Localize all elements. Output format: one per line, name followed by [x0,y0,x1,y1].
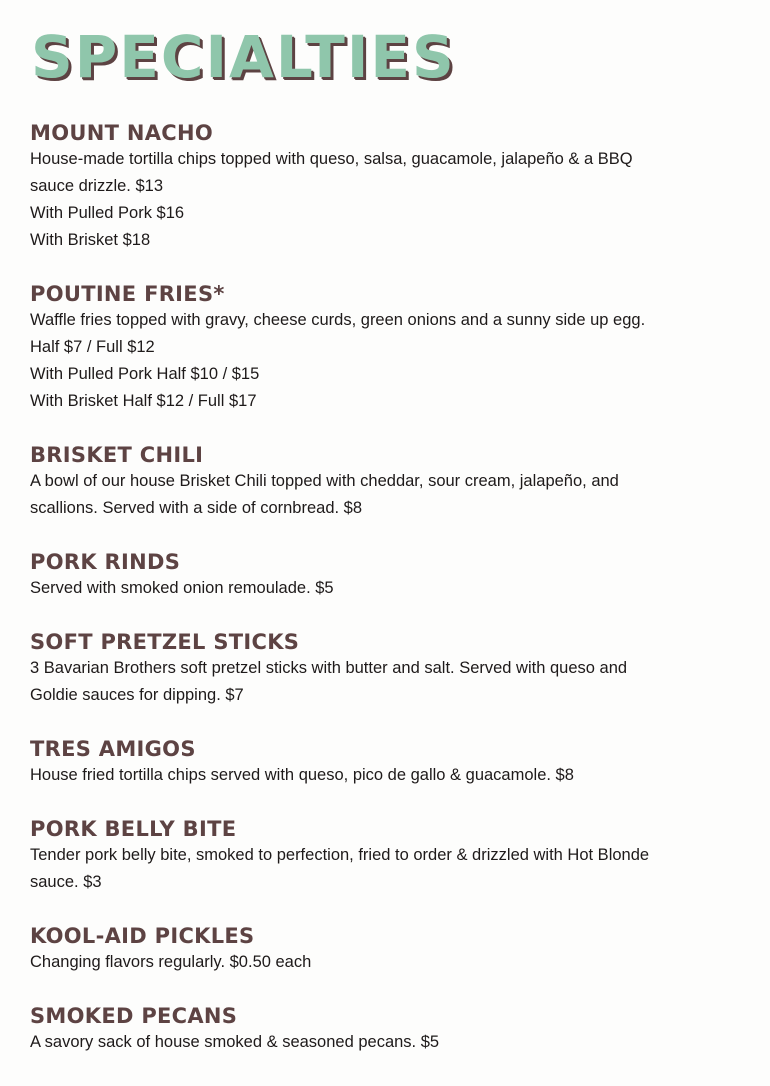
menu-item-soft-pretzel-sticks [30,629,750,709]
item-description-line: A savory sack of house smoked & seasoned pecans. $5 [30,1033,440,1051]
menu-item-pork-rinds [30,549,750,602]
item-description-line: House fried tortilla chips served with queso, pico de gallo & guacamole. $8 [30,766,574,784]
item-description-line: 3 Bavarian Brothers soft pretzel sticks with butter and salt. Served with queso and [30,659,628,677]
menu-title: SPECIALTIES [31,23,456,91]
item-name: SOFT PRETZEL STICKS [30,630,300,654]
item-description-line: A bowl of our house Brisket Chili topped with cheddar, sour cream, jalapeño, and [30,472,619,490]
item-name: MOUNT NACHO [30,121,213,145]
item-name: KOOL-AID PICKLES [30,924,255,948]
item-description-line: Waffle fries topped with gravy, cheese curds, green onions and a sunny side up egg. [30,311,646,329]
item-name: PORK RINDS [30,550,181,574]
item-name: POUTINE FRIES* [30,282,225,306]
item-price-option: With Brisket $18 [30,231,151,249]
menu-item-poutine-fries [30,281,750,415]
item-name: TRES AMIGOS [30,737,196,761]
item-name: PORK BELLY BITE [30,817,237,841]
item-description-line: Changing flavors regularly. $0.50 each [30,953,312,971]
menu-item-smoked-pecans [30,1003,750,1056]
item-price-option: With Brisket Half $12 / Full $17 [30,392,257,410]
item-name: SMOKED PECANS [30,1004,238,1028]
menu-item-pork-belly-bite [30,816,750,896]
item-description-line: Goldie sauces for dipping. $7 [30,686,244,704]
item-description-line: sauce drizzle. $13 [30,177,163,195]
menu-item-kool-aid-pickles [30,923,750,976]
item-price-option: With Pulled Pork Half $10 / $15 [30,365,260,383]
item-description-line: Tender pork belly bite, smoked to perfection, fried to order & drizzled with Hot Blonde [30,846,650,864]
item-description-line: Served with smoked onion remoulade. $5 [30,579,334,597]
menu-item-mount-nacho [30,120,750,254]
item-description-line: House-made tortilla chips topped with queso, salsa, guacamole, jalapeño & a BBQ [30,150,633,168]
item-description-line: scallions. Served with a side of cornbread. $8 [30,499,363,517]
item-description-line: sauce. $3 [30,873,102,891]
item-price-option: Half $7 / Full $12 [30,338,155,356]
item-price-option: With Pulled Pork $16 [30,204,185,222]
menu-item-brisket-chili [30,442,750,522]
item-name: BRISKET CHILI [30,443,204,467]
menu-item-tres-amigos [30,736,750,789]
